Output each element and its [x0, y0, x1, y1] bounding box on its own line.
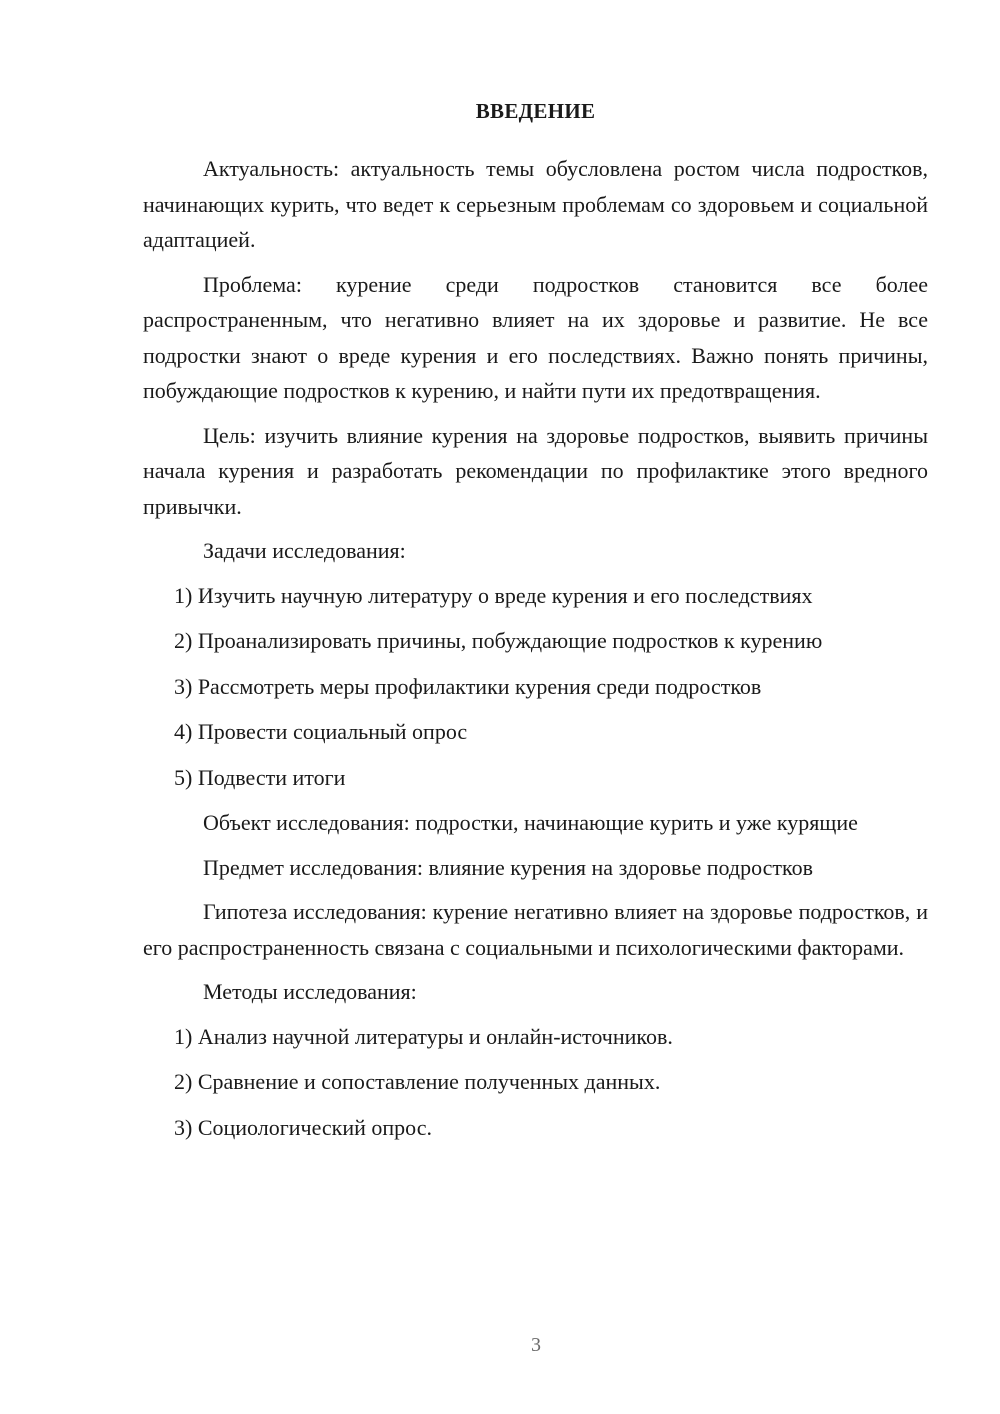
- list-item-task-2: 2) Проанализировать причины, побуждающие подростков к курению: [174, 628, 823, 653]
- list-item-task-5: 5) Подвести итоги: [174, 764, 346, 790]
- list-item-method-2: 2) Сравнение и сопоставление полученных данных.: [174, 1069, 661, 1094]
- page-number: 3: [531, 1334, 541, 1356]
- list-item-task-1: 1) Изучить научную литературу о вреде курения и его последствиях: [174, 582, 813, 608]
- list-item-method-1: 1) Анализ научной литературы и онлайн-источников.: [174, 1023, 673, 1049]
- paragraph-goal: Цель: изучить влияние курения на здоровье подростков, выявить причины начала курения и разработать рекомендации по профилактике этого вредного привычки.: [143, 422, 928, 519]
- list-item-method-3: 3) Социологический опрос.: [174, 1114, 432, 1140]
- methods-heading: Методы исследования:: [203, 979, 417, 1004]
- list-item-task-3: 3) Рассмотреть меры профилактики курения среди подростков: [174, 673, 762, 699]
- paragraph-hypothesis: Гипотеза исследования: курение негативно влияет на здоровье подростков, и его распространенность связана с социальными и психологическими факторами.: [143, 899, 928, 960]
- document-page: [143, 93, 928, 1155]
- tasks-heading: Задачи исследования:: [203, 538, 406, 563]
- paragraph-relevance: Актуальность: актуальность темы обусловлена ростом числа подростков, начинающих курить, что ведет к серьезным проблемам со здоровьем и социальной адаптацией.: [143, 156, 928, 252]
- paragraph-object: Объект исследования: подростки, начинающие курить и уже курящие: [203, 810, 858, 835]
- page-title: ВВЕДЕНИЕ: [475, 99, 596, 123]
- list-item-task-4: 4) Провести социальный опрос: [174, 719, 468, 744]
- paragraph-subject: Предмет исследования: влияние курения на здоровье подростков: [203, 854, 813, 880]
- paragraph-problem: Проблема: курение среди подростков становится все более распространенным, что негативно влияет на их здоровье и развитие. Не все подростки знают о вреде курения и его последствиях. Важно понять причины, побуждающие подростков к курению, и найти пути их предотвращения.: [143, 271, 928, 403]
